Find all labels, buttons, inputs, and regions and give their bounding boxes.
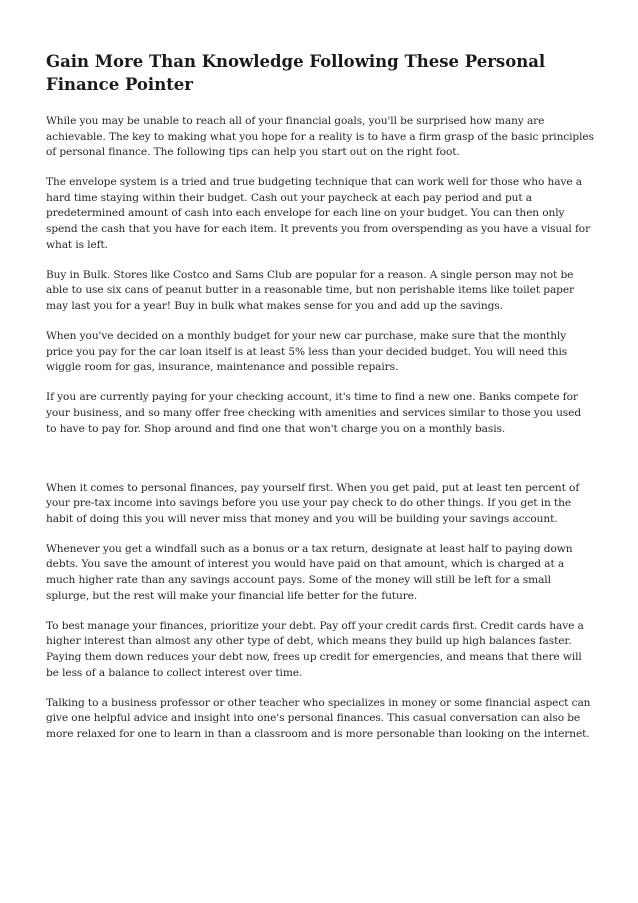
paragraph-prioritize-debt: To best manage your finances, prioritize your debt. Pay off your credit cards first. Credit cards have a higher interest than almost any other type of debt, which means they build up high balances faster. Paying them down reduces your debt now, frees up credit for emergencies, and means that there will be less of a balance to collect interest over time. [46,619,584,679]
paragraph-buy-in-bulk: Buy in Bulk. Stores like Costco and Sams Club are popular for a reason. A single person may not be able to use six cans of peanut butter in a reasonable time, but non perishable items like toilet paper may last you for a year! Buy in bulk what makes sense for you and add up the savings. [46,268,574,312]
document-title: Gain More Than Knowledge Following These Personal Finance Pointer [46,52,546,94]
paragraph-windfall: Whenever you get a windfall such as a bonus or a tax return, designate at least half to paying down debts. You save the amount of interest you would have paid on that amount, which is charged at a much higher rate than any savings account pays. Some of the money will still be left for a small splurge, but the rest will make your financial life better for the future. [46,542,573,602]
paragraph-envelope-system: The envelope system is a tried and true budgeting technique that can work well for those who have a hard time staying within their budget. Cash out your paycheck at each pay period and put a predetermined amount of cash into each envelope for each line on your budget. You can then only spend the cash that you have for each item. It prevents you from overspending as you have a visual for what is left. [46,176,591,251]
paragraph-pay-yourself-first: When it comes to personal finances, pay yourself first. When you get paid, put at least ten percent of your pre-tax income into savings before you use your pay check to do other things. If you get in the habit of doing this you will never miss that money and you will be building your savings account. [46,481,580,525]
paragraph-business-professor: Talking to a business professor or other teacher who specializes in money or some financial aspect can give one helpful advice and insight into one's personal finances. This casual conversation can also be more relaxed for one to learn in than a classroom and is more personable than looking on the internet. [46,696,591,740]
paragraph-car-budget: When you've decided on a monthly budget for your new car purchase, make sure that the monthly price you pay for the car loan itself is at least 5% less than your decided budget. You will need this wiggle room for gas, insurance, maintenance and possible repairs. [46,330,568,374]
document-page [46,50,594,757]
section-spacer [46,452,594,481]
paragraph-checking-account: If you are currently paying for your checking account, it's time to find a new one. Banks compete for your business, and so many offer free checking with amenities and services similar to those you used to have to pay for. Shop around and find one that won't charge you on a monthly basis. [46,391,581,435]
paragraph-intro: While you may be unable to reach all of your financial goals, you'll be surprised how many are achievable. The key to making what you hope for a reality is to have a firm grasp of the basic principles of personal finance. The following tips can help you start out on the right foot. [46,115,594,159]
